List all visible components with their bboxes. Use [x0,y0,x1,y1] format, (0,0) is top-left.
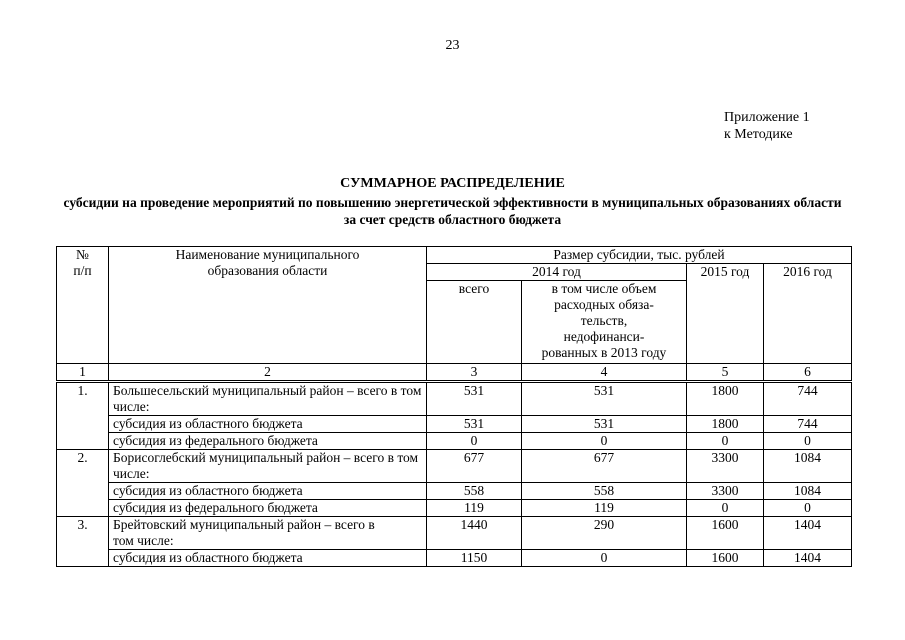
row-total: 558 [427,483,522,500]
document-subtitle: субсидии на проведение мероприятий по повышению энергетической эффективности в муниципальных образованиях области за счет средств областного бюджета [63,195,842,227]
appendix-note [724,109,810,143]
header-2015: 2015 год [687,264,764,364]
row-total: 531 [427,416,522,433]
col-number: 5 [687,364,764,382]
row-total: 531 [427,382,522,416]
row-num: 2. [57,450,109,517]
header-incl: в том числе объем расходных обяза-тельств, недофинанси-рованных в 2013 году [522,281,687,364]
row-name: субсидия из областного бюджета [109,416,427,433]
row-num: 3. [57,517,109,567]
row-incl: 531 [522,382,687,416]
row-2016: 1084 [764,483,852,500]
table-row [57,483,852,500]
table-row [57,450,852,483]
row-2016: 744 [764,382,852,416]
header-subsidy: Размер субсидии, тыс. рублей [427,247,852,264]
header-total: всего [427,281,522,364]
row-2016: 0 [764,433,852,450]
table-row [57,500,852,517]
table-body [57,382,852,567]
row-2016: 0 [764,500,852,517]
col-number: 1 [57,364,109,382]
row-incl: 558 [522,483,687,500]
document-title: СУММАРНОЕ РАСПРЕДЕЛЕНИЕ [340,176,565,191]
col-number: 6 [764,364,852,382]
row-2015: 3300 [687,483,764,500]
row-total: 0 [427,433,522,450]
row-total: 1440 [427,517,522,550]
row-incl: 290 [522,517,687,550]
row-2016: 1404 [764,550,852,567]
row-num: 1. [57,382,109,450]
header-num-line2: п/п [73,263,92,278]
subsidy-table [56,246,852,567]
row-name: субсидия из федерального бюджета [109,500,427,517]
row-name: субсидия из областного бюджета [109,483,427,500]
row-2015: 0 [687,500,764,517]
table-row [57,550,852,567]
row-total: 119 [427,500,522,517]
row-incl: 119 [522,500,687,517]
row-total: 1150 [427,550,522,567]
row-2015: 3300 [687,450,764,483]
row-2016: 1404 [764,517,852,550]
table-header [57,247,852,382]
header-2016: 2016 год [764,264,852,364]
col-number: 4 [522,364,687,382]
header-2014: 2014 год [427,264,687,281]
header-num-line1: № [76,247,89,262]
table-row [57,382,852,416]
header-num [57,247,109,364]
row-name: субсидия из федерального бюджета [109,433,427,450]
row-2015: 1600 [687,517,764,550]
row-name: Борисоглебский муниципальный район – всего в том числе: [109,450,427,483]
appendix-line-2: к Методике [724,127,793,142]
row-incl: 0 [522,550,687,567]
row-incl: 0 [522,433,687,450]
table-row [57,416,852,433]
table-row [57,433,852,450]
row-2016: 744 [764,416,852,433]
column-number-row [57,364,852,382]
row-2015: 1800 [687,382,764,416]
table-row [57,517,852,550]
row-2015: 1800 [687,416,764,433]
row-name: субсидия из областного бюджета [109,550,427,567]
row-name: Брейтовский муниципальный район – всего в том числе: [109,517,427,550]
row-2015: 0 [687,433,764,450]
page-number: 23 [445,38,460,53]
col-number: 2 [109,364,427,382]
col-number: 3 [427,364,522,382]
header-name: Наименование муниципального образования области [109,247,427,364]
row-total: 677 [427,450,522,483]
row-name: Большесельский муниципальный район – всего в том числе: [109,382,427,416]
row-2015: 1600 [687,550,764,567]
row-2016: 1084 [764,450,852,483]
row-incl: 677 [522,450,687,483]
row-incl: 531 [522,416,687,433]
appendix-line-1: Приложение 1 [724,110,810,125]
